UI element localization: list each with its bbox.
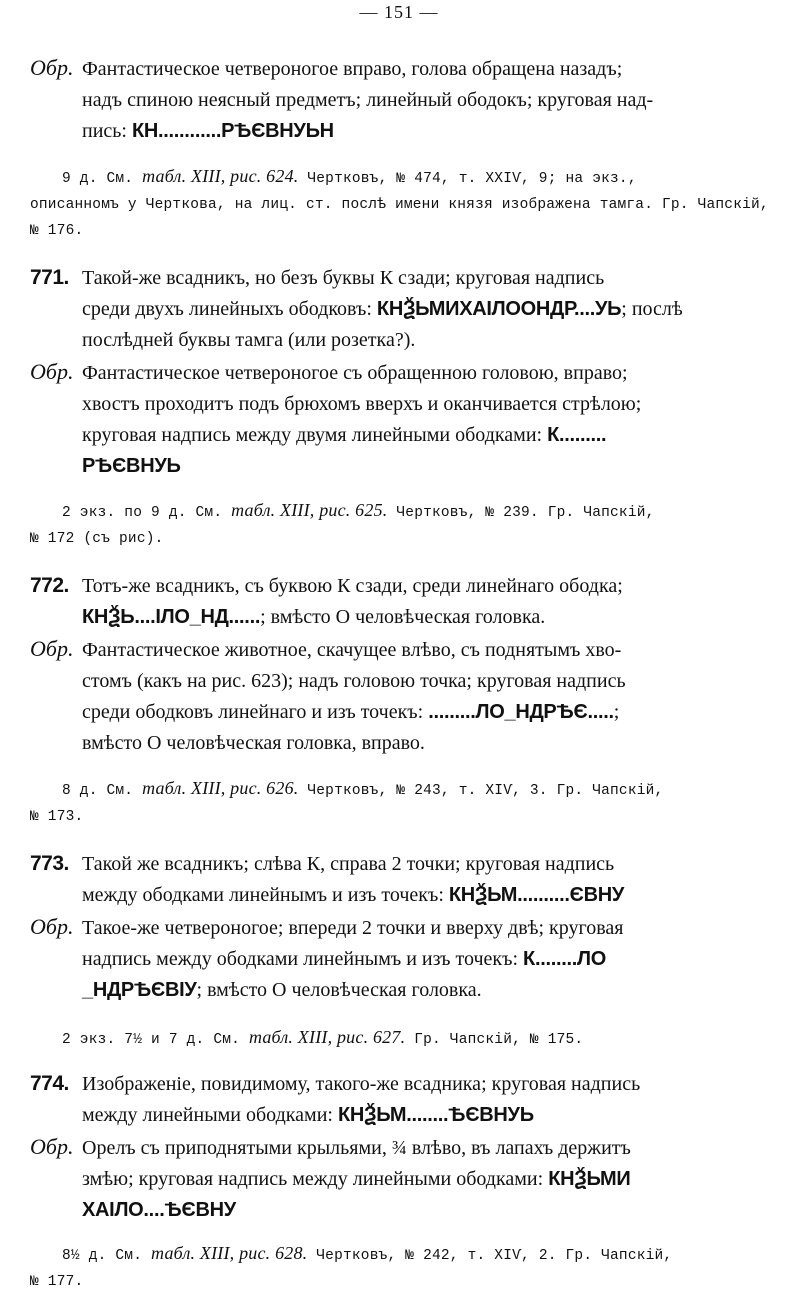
note-772 bbox=[30, 775, 786, 830]
note-770 bbox=[30, 163, 786, 244]
text-line: хвостъ проходитъ подъ брюхомъ вверхъ и оканчивается стрѣлою; bbox=[82, 393, 642, 415]
entry-number: 771. bbox=[30, 266, 69, 289]
note-text: 2 экз. по 9 д. См. bbox=[62, 505, 223, 521]
note-771 bbox=[30, 497, 786, 552]
text-line: Такой-же всадникъ, но безъ буквы К сзади; круговая надпись bbox=[82, 267, 605, 289]
text-line: ; послѣ bbox=[621, 298, 683, 320]
inscription: ХАІЛО....ѢЄВНУ bbox=[82, 1199, 236, 1221]
text-line: надъ спиною неясный предметъ; линейный ободокъ; круговая над- bbox=[82, 89, 654, 111]
note-text: Чертковъ, № 474, т. XXIѴ, 9; на экз., bbox=[307, 171, 637, 187]
inscription: К........ЛО bbox=[523, 948, 606, 970]
obr-label: Обр. bbox=[30, 914, 74, 939]
inscription: К......... bbox=[547, 424, 607, 446]
page-number: — 151 — bbox=[359, 2, 439, 22]
note-ref: табл. XIII, рис. 625. bbox=[231, 500, 388, 520]
text-line: надпись между ободками линейнымъ и изъ точекъ: bbox=[82, 948, 519, 970]
note-text: № 176. bbox=[30, 223, 84, 239]
text-line: ; bbox=[613, 701, 620, 723]
note-ref: табл. XIII, рис. 627. bbox=[248, 1027, 406, 1047]
inscription: КНѮЬМ..........ЄВНУ bbox=[448, 884, 625, 906]
inscription: КНѮЬМИХАІЛООНДР....УЬ bbox=[376, 298, 622, 320]
text-line: круговая надпись между двумя линейными ободками: bbox=[82, 424, 543, 446]
text-line: вмѣсто О человѣческая головка, вправо. bbox=[82, 732, 425, 754]
text-line: Орелъ съ приподнятыми крыльями, ¾ влѣво, въ лапахъ держитъ bbox=[82, 1137, 631, 1159]
text-line: Фантастическое животное, скачущее влѣво, съ поднятымъ хво- bbox=[82, 639, 622, 661]
entry-number: 774. bbox=[30, 1072, 69, 1095]
note-text: 8½ д. См. bbox=[62, 1248, 143, 1264]
inscription: РѢЄВНУЬ bbox=[82, 455, 181, 477]
obr-label: Обр. bbox=[30, 636, 74, 661]
inscription: КНѮЬМИ bbox=[548, 1168, 631, 1190]
text-line: послѣдней буквы тамга (или розетка?). bbox=[82, 329, 416, 351]
entry-770-reverse bbox=[30, 52, 786, 147]
entry-771 bbox=[30, 262, 786, 482]
text-line: Изображеніе, повидимому, такого-же всадника; круговая надпись bbox=[82, 1073, 641, 1095]
entry-number: 772. bbox=[30, 574, 69, 597]
note-text: № 172 (съ рис). bbox=[30, 531, 164, 547]
note-text: № 173. bbox=[30, 809, 84, 825]
text-line: Тотъ-же всадникъ, съ буквою К сзади, среди линейнаго ободка; bbox=[82, 575, 623, 597]
obr-label: Обр. bbox=[30, 1134, 74, 1159]
text-line: среди двухъ линейныхъ ободковъ: bbox=[82, 298, 372, 320]
inscription: _НДРѢЄВІУ bbox=[82, 979, 197, 1001]
text-line: ; вмѣсто О человѣческая головка. bbox=[260, 606, 546, 628]
text-line: между ободками линейнымъ и изъ точекъ: bbox=[82, 884, 444, 906]
note-773 bbox=[30, 1024, 786, 1053]
note-text: Чертковъ, № 243, т. XIѴ, 3. Гр. Чапскій, bbox=[307, 783, 664, 799]
obr-label: Обр. bbox=[30, 55, 74, 80]
note-ref: табл. XIII, рис. 628. bbox=[151, 1243, 308, 1263]
text-line: Такой же всадникъ; слѣва К, справа 2 точки; круговая надпись bbox=[82, 853, 615, 875]
inscription: КНѮЬ....ІЛО_НД...... bbox=[82, 606, 261, 628]
inscription: КНѮЬМ........ѢЄВНУЬ bbox=[337, 1104, 534, 1126]
inscription: .........ЛО_НДРѢЄ..... bbox=[428, 701, 614, 723]
entry-number: 773. bbox=[30, 852, 69, 875]
text-line: Фантастическое четвероногое вправо, голова обращена назадъ; bbox=[82, 58, 623, 80]
note-ref: табл. XIII, рис. 624. bbox=[142, 166, 299, 186]
entry-772 bbox=[30, 570, 786, 759]
note-text: Гр. Чапскій, № 175. bbox=[414, 1032, 584, 1048]
note-ref: табл. XIII, рис. 626. bbox=[142, 778, 299, 798]
note-text: описанномъ у Черткова, на лиц. ст. послѣ имени князя изображена тамга. Гр. Чапскій, bbox=[30, 197, 769, 213]
text-line: ; вмѣсто О человѣческая головка. bbox=[196, 979, 482, 1001]
obr-label: Обр. bbox=[30, 359, 74, 384]
text-line: Такое-же четвероногое; впереди 2 точки и вверху двѣ; круговая bbox=[82, 917, 624, 939]
inscription: КН............РѢЄВНУЬН bbox=[131, 120, 334, 142]
note-text: Чертковъ, № 242, т. XIѴ, 2. Гр. Чапскій, bbox=[316, 1248, 673, 1264]
note-text: 8 д. См. bbox=[62, 783, 134, 799]
note-text: Чертковъ, № 239. Гр. Чапскій, bbox=[396, 505, 655, 521]
text-line: пись: bbox=[82, 120, 127, 142]
entry-774 bbox=[30, 1068, 786, 1226]
note-text: 2 экз. 7½ и 7 д. См. bbox=[62, 1032, 241, 1048]
note-text: 9 д. См. bbox=[62, 171, 134, 187]
text-line: между линейными ободками: bbox=[82, 1104, 333, 1126]
text-line: Фантастическое четвероногое съ обращенною головою, вправо; bbox=[82, 362, 628, 384]
text-line: змѣю; круговая надпись между линейными ободками: bbox=[82, 1168, 544, 1190]
note-774 bbox=[30, 1240, 786, 1295]
entry-773 bbox=[30, 848, 786, 1006]
note-text: № 177. bbox=[30, 1274, 84, 1290]
text-line: среди ободковъ линейнаго и изъ точекъ: bbox=[82, 701, 424, 723]
text-line: стомъ (какъ на рис. 623); надъ головою точка; круговая надпись bbox=[82, 670, 626, 692]
